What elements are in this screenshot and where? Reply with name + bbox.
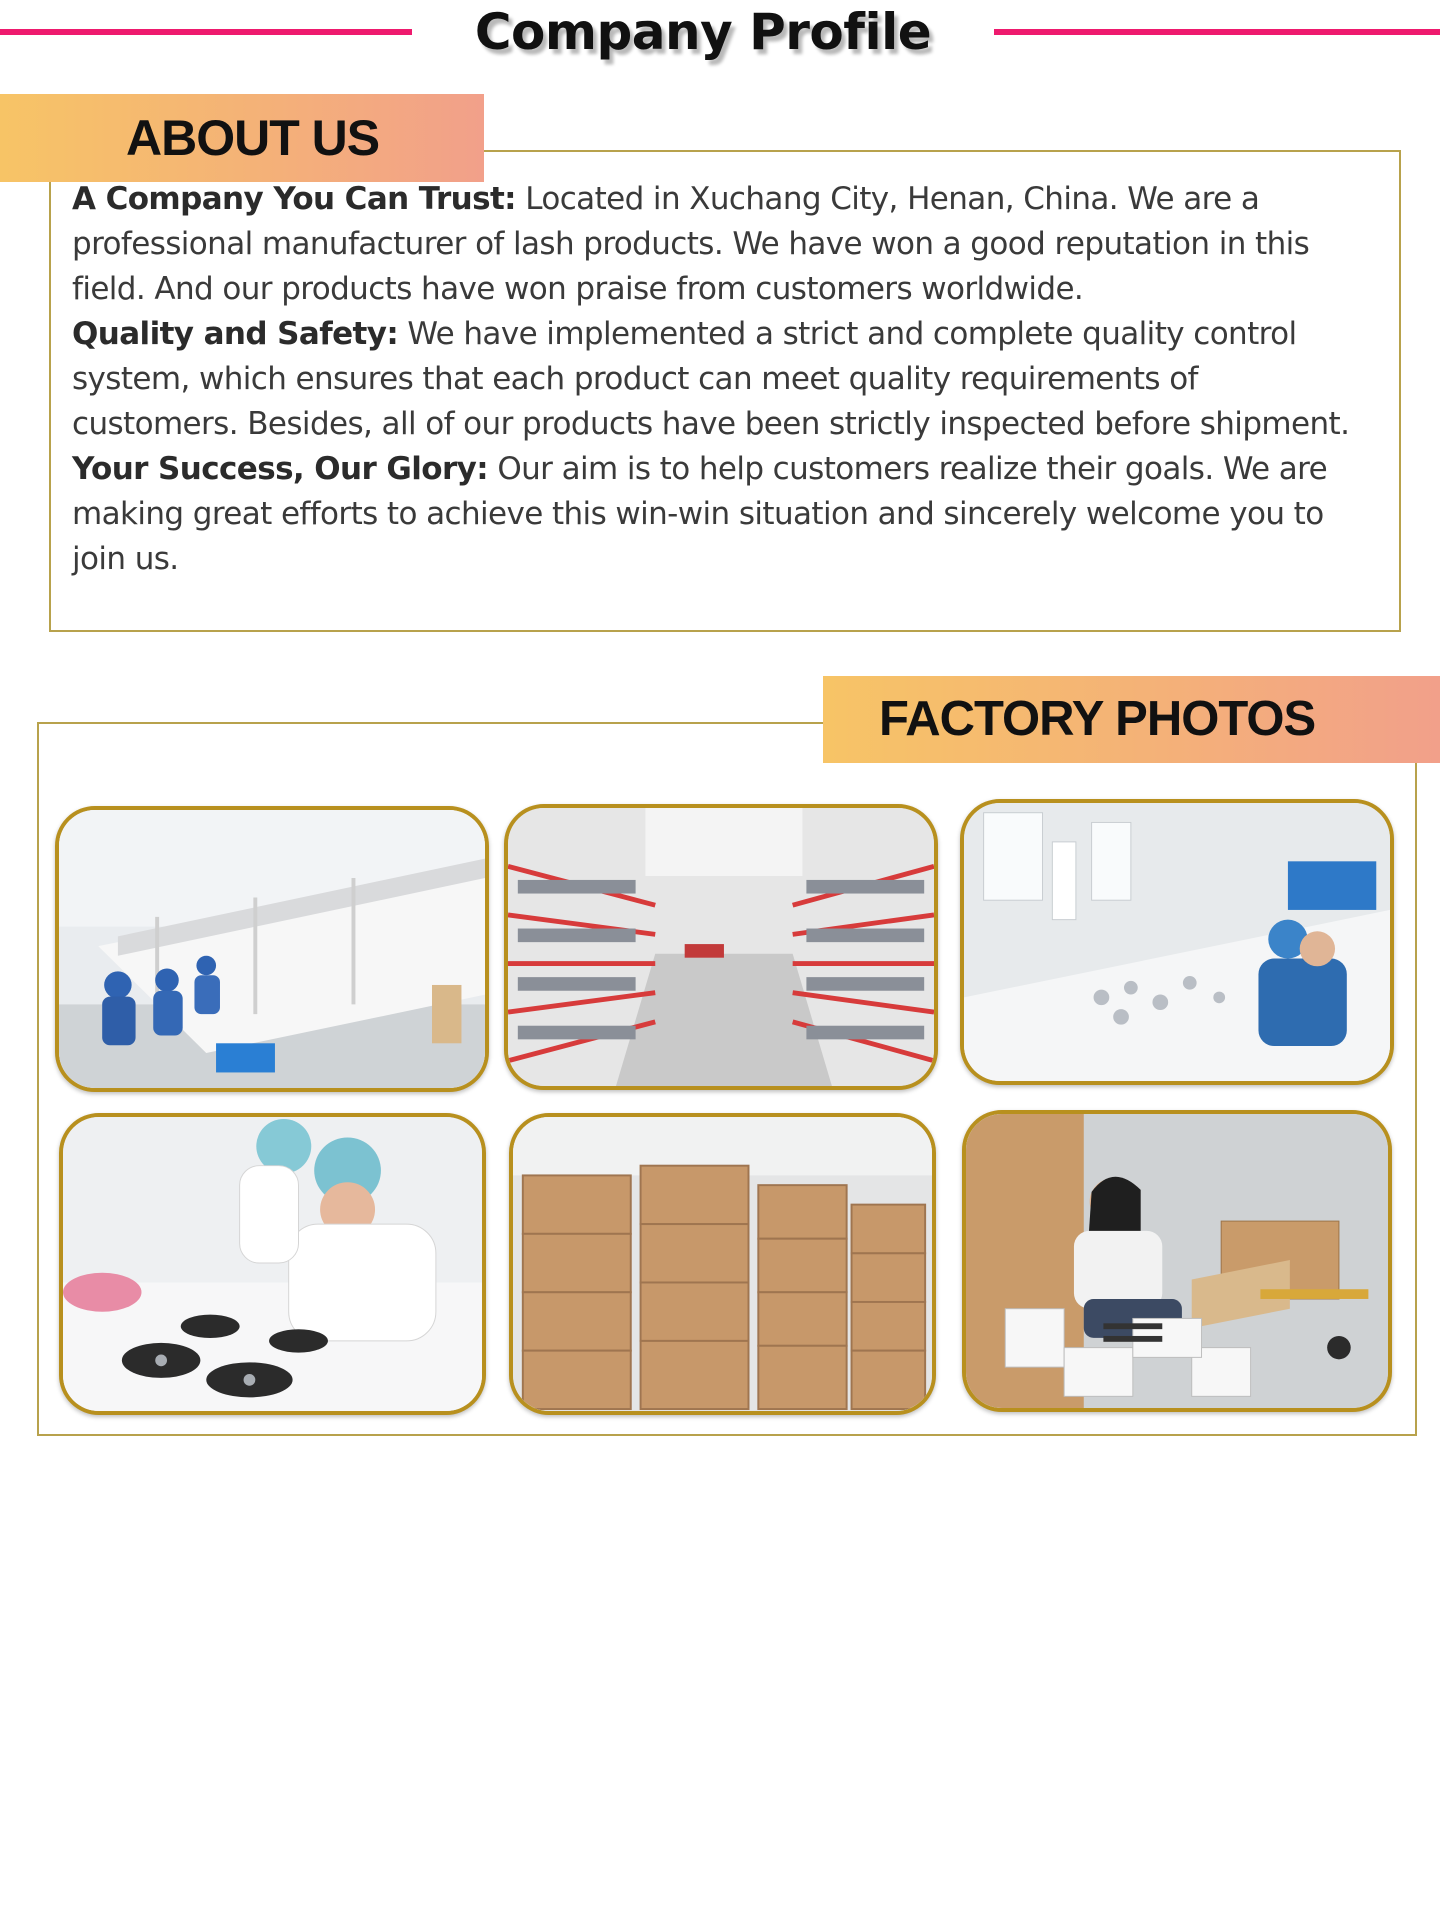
- page-title: Company Profile: [474, 3, 932, 61]
- about-lead-quality: Quality and Safety:: [72, 316, 399, 352]
- about-paragraph-trust: [72, 177, 1372, 312]
- about-lead-trust: A Company You Can Trust:: [72, 181, 516, 217]
- about-us-text: [72, 177, 1372, 582]
- factory-photo-lash-workers: [59, 1113, 486, 1415]
- about-body-success: Our aim is to help customers realize their goals. We are making great efforts to achieve this win-win situation and sincerely welcome you to join us.: [72, 451, 1328, 577]
- header-line-left: [0, 29, 412, 35]
- factory-photo-carton-stacks: [509, 1113, 936, 1415]
- header-line-right: [994, 29, 1440, 35]
- about-body-quality: We have implemented a strict and complete quality control system, which ensures that each product can meet quality requirements of customers. Besides, all of our products have been strictly inspected before shipment.: [72, 316, 1350, 442]
- factory-photo-workshop: [55, 806, 489, 1092]
- about-us-banner: ABOUT US: [0, 94, 484, 182]
- factory-photo-assembly-table: [960, 799, 1394, 1085]
- about-paragraph-quality: [72, 312, 1372, 447]
- about-paragraph-success: [72, 447, 1372, 582]
- factory-photo-packing: [962, 1110, 1392, 1412]
- factory-photo-warehouse-shelves: [504, 804, 938, 1090]
- about-body-trust: Located in Xuchang City, Henan, China. We are a professional manufacturer of lash products. We have won a good reputation in this field. And our products have won praise from customers worldwide.: [72, 181, 1310, 307]
- factory-photos-banner: FACTORY PHOTOS: [823, 676, 1440, 763]
- about-lead-success: Your Success, Our Glory:: [72, 451, 489, 487]
